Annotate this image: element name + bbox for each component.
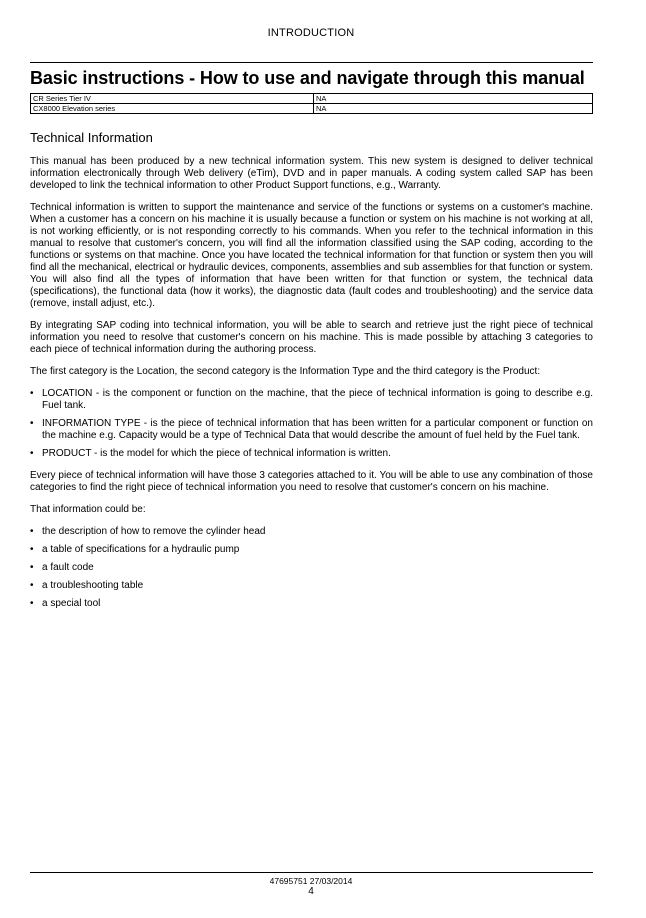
applicability-table <box>30 93 593 114</box>
list-item <box>30 598 593 610</box>
table-row <box>31 104 593 114</box>
bullet-icon: • <box>30 580 34 591</box>
list-item-text: INFORMATION TYPE - is the piece of technical information that has been written for a particular component or function on the machine e.g. Capacity would be a type of Technical Data that would describe the amount of fuel held by the Fuel tank. <box>42 418 593 441</box>
paragraph: Every piece of technical information will have those 3 categories attached to it. You will be able to use any combination of those categories to find the right piece of technical information you need to resolve that customer's concern on his machine. <box>30 470 593 493</box>
list-item <box>30 562 593 574</box>
body-text <box>30 156 593 620</box>
model-cell: CR Series Tier IV <box>31 94 314 104</box>
list-item-text: LOCATION - is the component or function on the machine, that the piece of technical information is going to describe e.g. Fuel tank. <box>42 388 593 411</box>
page-number: 4 <box>308 886 314 897</box>
list-item-text: the description of how to remove the cylinder head <box>42 526 266 537</box>
example-list <box>30 526 593 610</box>
bullet-icon: • <box>30 388 34 399</box>
category-list <box>30 388 593 460</box>
list-item-text: PRODUCT - is the model for which the piece of technical information is written. <box>42 448 391 459</box>
list-item <box>30 418 593 442</box>
list-item <box>30 448 593 460</box>
list-item <box>30 526 593 538</box>
value-cell: NA <box>314 94 593 104</box>
list-item <box>30 580 593 592</box>
list-item-text: a fault code <box>42 562 94 573</box>
paragraph: Technical information is written to support the maintenance and service of the functions or systems on a customer's machine. When a customer has a concern on his machine it is usually because a function or system on his machine is not working at all, is not working efficiently, or is not responding correctly to his commands. When you refer to the technical information in this manual to resolve that customer's concern, you will find all the information classified using the SAP coding, according to the functions or systems on that machine. Once you have located the technical information for that function or system then you will find all the mechanical, electrical or hydraulic devices, components, assemblies and sub assemblies for that function or system. You will also find all the types of information that have been written for that function or system, the technical data (specifications), the functional data (how it works), the diagnostic data (fault codes and troubleshooting) and the service data (remove, install adjust, etc.). <box>30 202 593 309</box>
header-rule <box>30 62 593 63</box>
paragraph: That information could be: <box>30 504 146 515</box>
list-item-text: a troubleshooting table <box>42 580 144 591</box>
bullet-icon: • <box>30 544 34 555</box>
bullet-icon: • <box>30 598 34 609</box>
list-item <box>30 388 593 412</box>
bullet-icon: • <box>30 562 34 573</box>
bullet-icon: • <box>30 448 34 459</box>
section-heading: Technical Information <box>30 130 153 145</box>
list-item-text: a special tool <box>42 598 101 609</box>
value-cell: NA <box>314 104 593 114</box>
list-item-text: a table of specifications for a hydraulic pump <box>42 544 240 555</box>
table-row <box>31 94 593 104</box>
footer-rule <box>30 872 593 873</box>
model-cell: CX8000 Elevation series <box>31 104 314 114</box>
paragraph: This manual has been produced by a new technical information system. This new system is designed to deliver technical information electronically through Web delivery (eTim), DVD and in paper manuals. A coding system called SAP has been developed to link the technical information to other Product Support functions, e.g., Warranty. <box>30 156 593 191</box>
list-item <box>30 544 593 556</box>
document-id: 47695751 27/03/2014 <box>269 876 353 886</box>
running-header: INTRODUCTION <box>267 27 355 39</box>
page-title: Basic instructions - How to use and navigate through this manual <box>30 68 585 88</box>
bullet-icon: • <box>30 418 34 429</box>
paragraph: The first category is the Location, the second category is the Information Type and the third category is the Product: <box>30 366 541 377</box>
bullet-icon: • <box>30 526 34 537</box>
paragraph: By integrating SAP coding into technical information, you will be able to search and retrieve just the right piece of technical information you need to resolve that customer's concern on his machine. This is made possible by attaching 3 categories to each piece of technical information during the authoring process. <box>30 320 593 355</box>
